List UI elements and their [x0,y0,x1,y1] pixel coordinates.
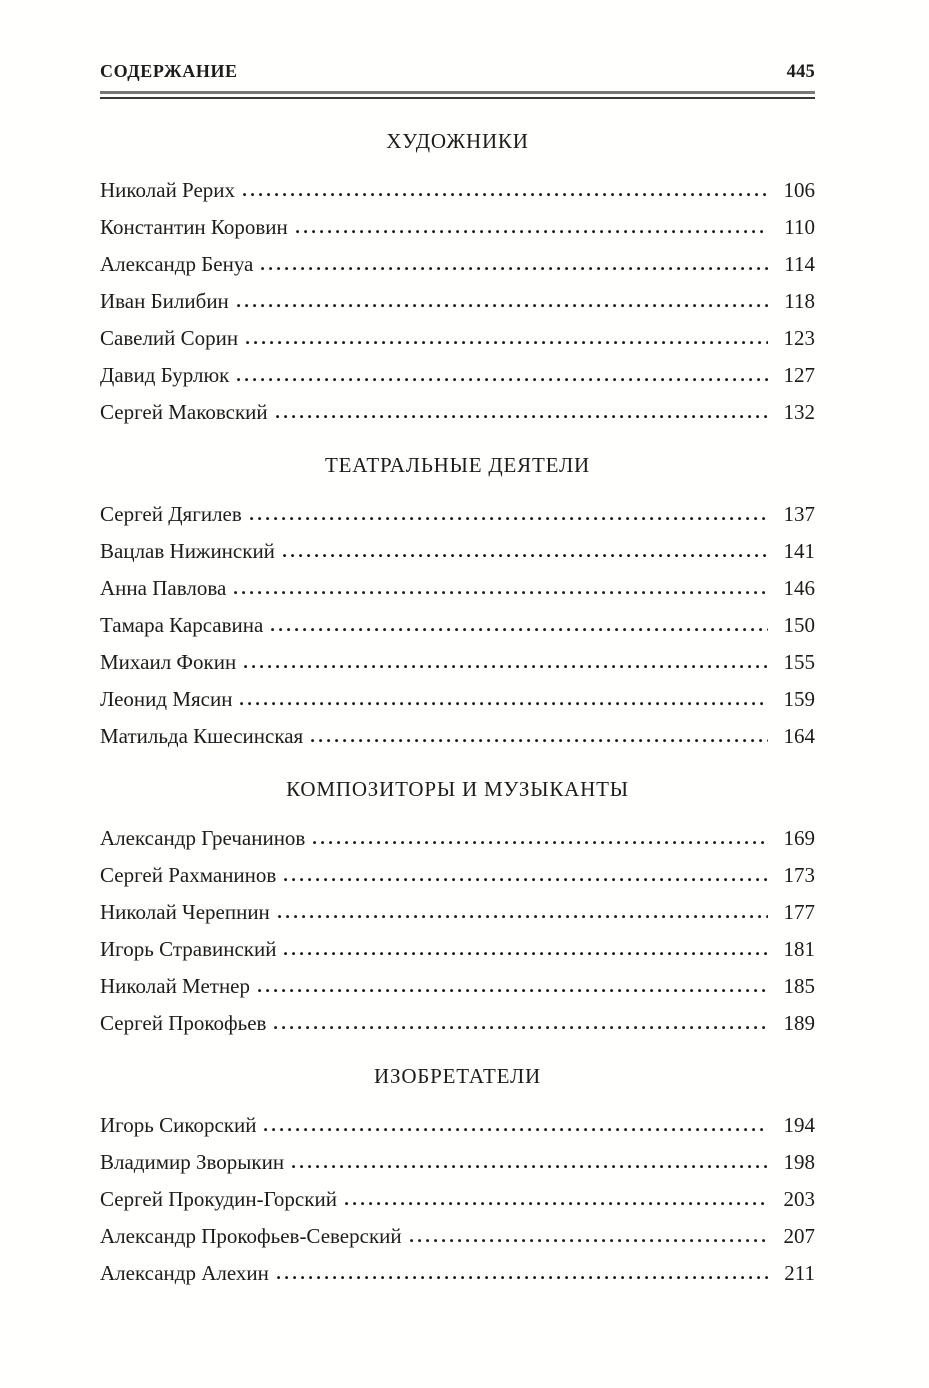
toc-entry [100,644,815,681]
dot-leader [240,701,768,706]
running-head-page-number: 445 [786,62,815,82]
entry-name: Александр Гречанинов [100,826,306,850]
toc-entry [100,681,815,718]
entry-name: Сергей Прокофьев [100,1011,267,1035]
entry-page-number: 106 [783,178,815,202]
dot-leader [283,553,768,558]
entry-page-number: 146 [783,576,815,600]
entry-name: Александр Бенуа [100,252,254,276]
dot-leader [284,951,768,956]
toc-entry [100,1181,815,1218]
entry-page-number: 155 [783,650,815,674]
toc-section [100,1064,815,1292]
entry-name: Сергей Рахманинов [100,863,277,887]
toc-section [100,453,815,755]
dot-leader [410,1238,768,1243]
section-entries [100,172,815,431]
entry-page-number: 207 [783,1224,815,1248]
dot-leader [277,1275,768,1280]
section-title: ТЕАТРАЛЬНЫЕ ДЕЯТЕЛИ [325,453,590,477]
dot-leader [276,414,768,419]
toc-entry [100,857,815,894]
toc-entry [100,394,815,431]
dot-leader [264,1127,768,1132]
section-entries [100,496,815,755]
entry-page-number: 177 [783,900,815,924]
entry-page-number: 127 [783,363,815,387]
dot-leader [258,988,768,993]
entry-name: Александр Прокофьев-Северский [100,1224,402,1248]
toc-sections [100,129,815,1292]
dot-leader [345,1201,768,1206]
entry-page-number: 164 [783,724,815,748]
section-title: ИЗОБРЕТАТЕЛИ [374,1064,541,1088]
section-title: КОМПОЗИТОРЫ И МУЗЫКАНТЫ [286,777,629,801]
entry-page-number: 169 [783,826,815,850]
entry-name: Леонид Мясин [100,687,233,711]
dot-leader [234,590,768,595]
running-head-title: СОДЕРЖАНИЕ [100,61,238,81]
entry-page-number: 203 [783,1187,815,1211]
toc-section [100,777,815,1042]
dot-leader [278,914,768,919]
entry-name: Анна Павлова [100,576,227,600]
dot-leader [292,1164,768,1169]
entry-name: Матильда Кшесинская [100,724,304,748]
entry-name: Николай Метнер [100,974,251,998]
entry-name: Владимир Зворыкин [100,1150,285,1174]
dot-leader [296,229,768,234]
entry-page-number: 110 [784,215,815,239]
section-entries [100,820,815,1042]
dot-leader [250,516,768,521]
entry-name: Тамара Карсавина [100,613,264,637]
toc-entry [100,496,815,533]
dot-leader [261,266,768,271]
entry-name: Сергей Прокудин-Горский [100,1187,337,1211]
toc-entry [100,1144,815,1181]
toc-entry [100,283,815,320]
entry-page-number: 123 [783,326,815,350]
entry-page-number: 173 [783,863,815,887]
toc-entry [100,1005,815,1042]
entry-name: Иван Билибин [100,289,229,313]
toc-entry [100,246,815,283]
dot-leader [311,738,768,743]
entry-name: Константин Коровин [100,215,288,239]
entry-page-number: 141 [783,539,815,563]
toc-section [100,129,815,431]
entry-page-number: 194 [783,1113,815,1137]
entry-page-number: 189 [783,1011,815,1035]
entry-page-number: 118 [784,289,815,313]
entry-page-number: 150 [783,613,815,637]
toc-entry [100,1218,815,1255]
section-entries [100,1107,815,1292]
entry-name: Давид Бурлюк [100,363,230,387]
entry-page-number: 198 [783,1150,815,1174]
entry-name: Сергей Дягилев [100,502,242,526]
toc-entry [100,1255,815,1292]
entry-page-number: 185 [783,974,815,998]
dot-leader [313,840,768,845]
dot-leader [274,1025,768,1030]
header-double-rule [100,91,815,99]
entry-name: Николай Черепнин [100,900,270,924]
entry-page-number: 159 [783,687,815,711]
toc-entry [100,968,815,1005]
dot-leader [284,877,768,882]
entry-name: Николай Рерих [100,178,236,202]
toc-entry [100,931,815,968]
dot-leader [243,192,768,197]
toc-entry [100,1107,815,1144]
toc-entry [100,607,815,644]
toc-entry [100,357,815,394]
entry-page-number: 211 [784,1261,815,1285]
entry-name: Игорь Стравинский [100,937,277,961]
toc-entry [100,172,815,209]
entry-page-number: 132 [783,400,815,424]
dot-leader [246,340,768,345]
entry-name: Александр Алехин [100,1261,269,1285]
toc-entry [100,320,815,357]
running-header [100,60,815,83]
entry-name: Михаил Фокин [100,650,237,674]
entry-page-number: 137 [783,502,815,526]
dot-leader [237,303,768,308]
toc-entry [100,894,815,931]
entry-page-number: 114 [784,252,815,276]
toc-entry [100,718,815,755]
entry-name: Вацлав Нижинский [100,539,275,563]
toc-entry [100,570,815,607]
entry-name: Савелий Сорин [100,326,239,350]
dot-leader [244,664,768,669]
toc-entry [100,533,815,570]
toc-entry [100,820,815,857]
entry-page-number: 181 [783,937,815,961]
dot-leader [271,627,768,632]
dot-leader [237,377,768,382]
entry-name: Сергей Маковский [100,400,268,424]
toc-entry [100,209,815,246]
entry-name: Игорь Сикорский [100,1113,257,1137]
section-title: ХУДОЖНИКИ [386,129,529,153]
